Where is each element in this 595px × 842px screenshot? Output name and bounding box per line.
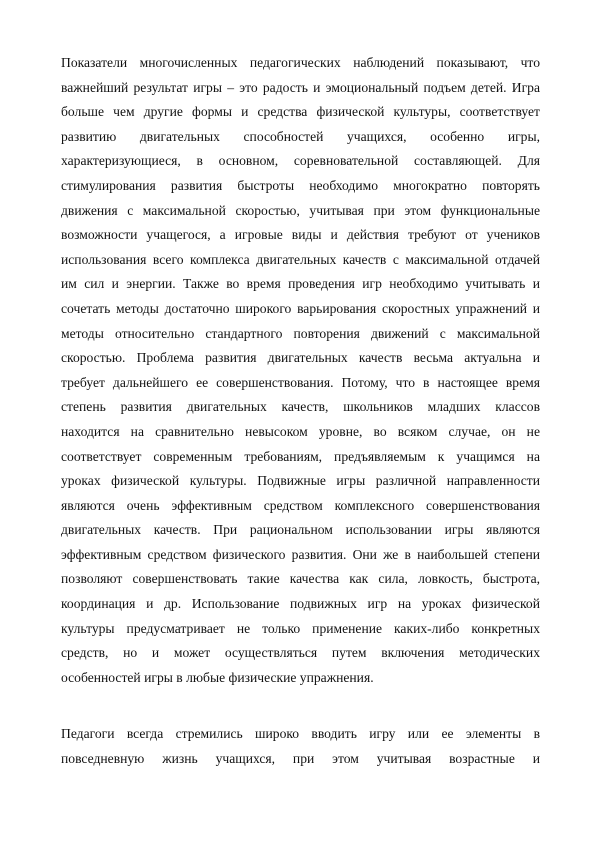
text-line: движения с максимальной скоростью, учитывая при этом функциональные xyxy=(61,202,540,218)
text-line: важнейший результат игры – это радость и эмоциональный подъем детей. Игра xyxy=(61,79,540,95)
text-line: использования всего комплекса двигательных качеств с максимальной отдачей xyxy=(61,251,540,267)
text-line: средств, но и может осуществляться путем включения методических xyxy=(61,645,540,661)
text-line: методы относительно стандартного повторения движений с максимальной xyxy=(61,325,540,341)
text-line: скоростью. Проблема развития двигательных качеств весьма актуальна и xyxy=(61,350,540,366)
paragraph xyxy=(61,51,540,690)
text-line: соответствует современным требованиям, предъявляемым к учащимся на xyxy=(61,448,540,464)
paragraph xyxy=(61,722,540,771)
text-line: Педагоги всегда стремились широко вводить игру или ее элементы в xyxy=(61,726,540,741)
text-line: находится на сравнительно невысоком уровне, во всяком случае, он не xyxy=(61,423,540,439)
text-line: сочетать методы достаточно широкого варьирования скоростных упражнений и xyxy=(61,300,540,316)
text-line: им сил и энергии. Также во время проведения игр необходимо учитывать и xyxy=(61,276,540,292)
text-line: являются очень эффективным средством комплексного совершенствования xyxy=(61,497,540,513)
text-line: повседневную жизнь учащихся, при этом учитывая возрастные и xyxy=(61,750,540,766)
text-line: культуры предусматривает не только применение каких-либо конкретных xyxy=(61,620,540,636)
text-line: эффективным средством физического развития. Они же в наибольшей степени xyxy=(61,546,540,562)
text-line: двигательных качеств. При рациональном использовании игры являются xyxy=(61,522,540,538)
text-line: степень развития двигательных качеств, школьников младших классов xyxy=(61,399,540,415)
text-line: больше чем другие формы и средства физической культуры, соответствует xyxy=(61,104,540,120)
text-line: возможности учащегося, а игровые виды и действия требуют от учеников xyxy=(61,227,540,243)
text-line: требует дальнейшего ее совершенствования. Потому, что в настоящее время xyxy=(61,374,540,390)
text-line: уроках физической культуры. Подвижные игры различной направленности xyxy=(61,473,540,489)
text-line: координация и др. Использование подвижных игр на уроках физической xyxy=(61,596,540,612)
text-line: особенностей игры в любые физические упражнения. xyxy=(61,669,374,685)
text-line: Показатели многочисленных педагогических наблюдений показывают, что xyxy=(61,55,540,70)
text-line: характеризующиеся, в основном, соревновательной составляющей. Для xyxy=(61,153,540,169)
text-line: позволяют совершенствовать такие качества как сила, ловкость, быстрота, xyxy=(61,571,540,587)
text-line: развитию двигательных способностей учащихся, особенно игры, xyxy=(61,128,540,144)
text-line: стимулирования развития быстроты необходимо многократно повторять xyxy=(61,177,540,193)
